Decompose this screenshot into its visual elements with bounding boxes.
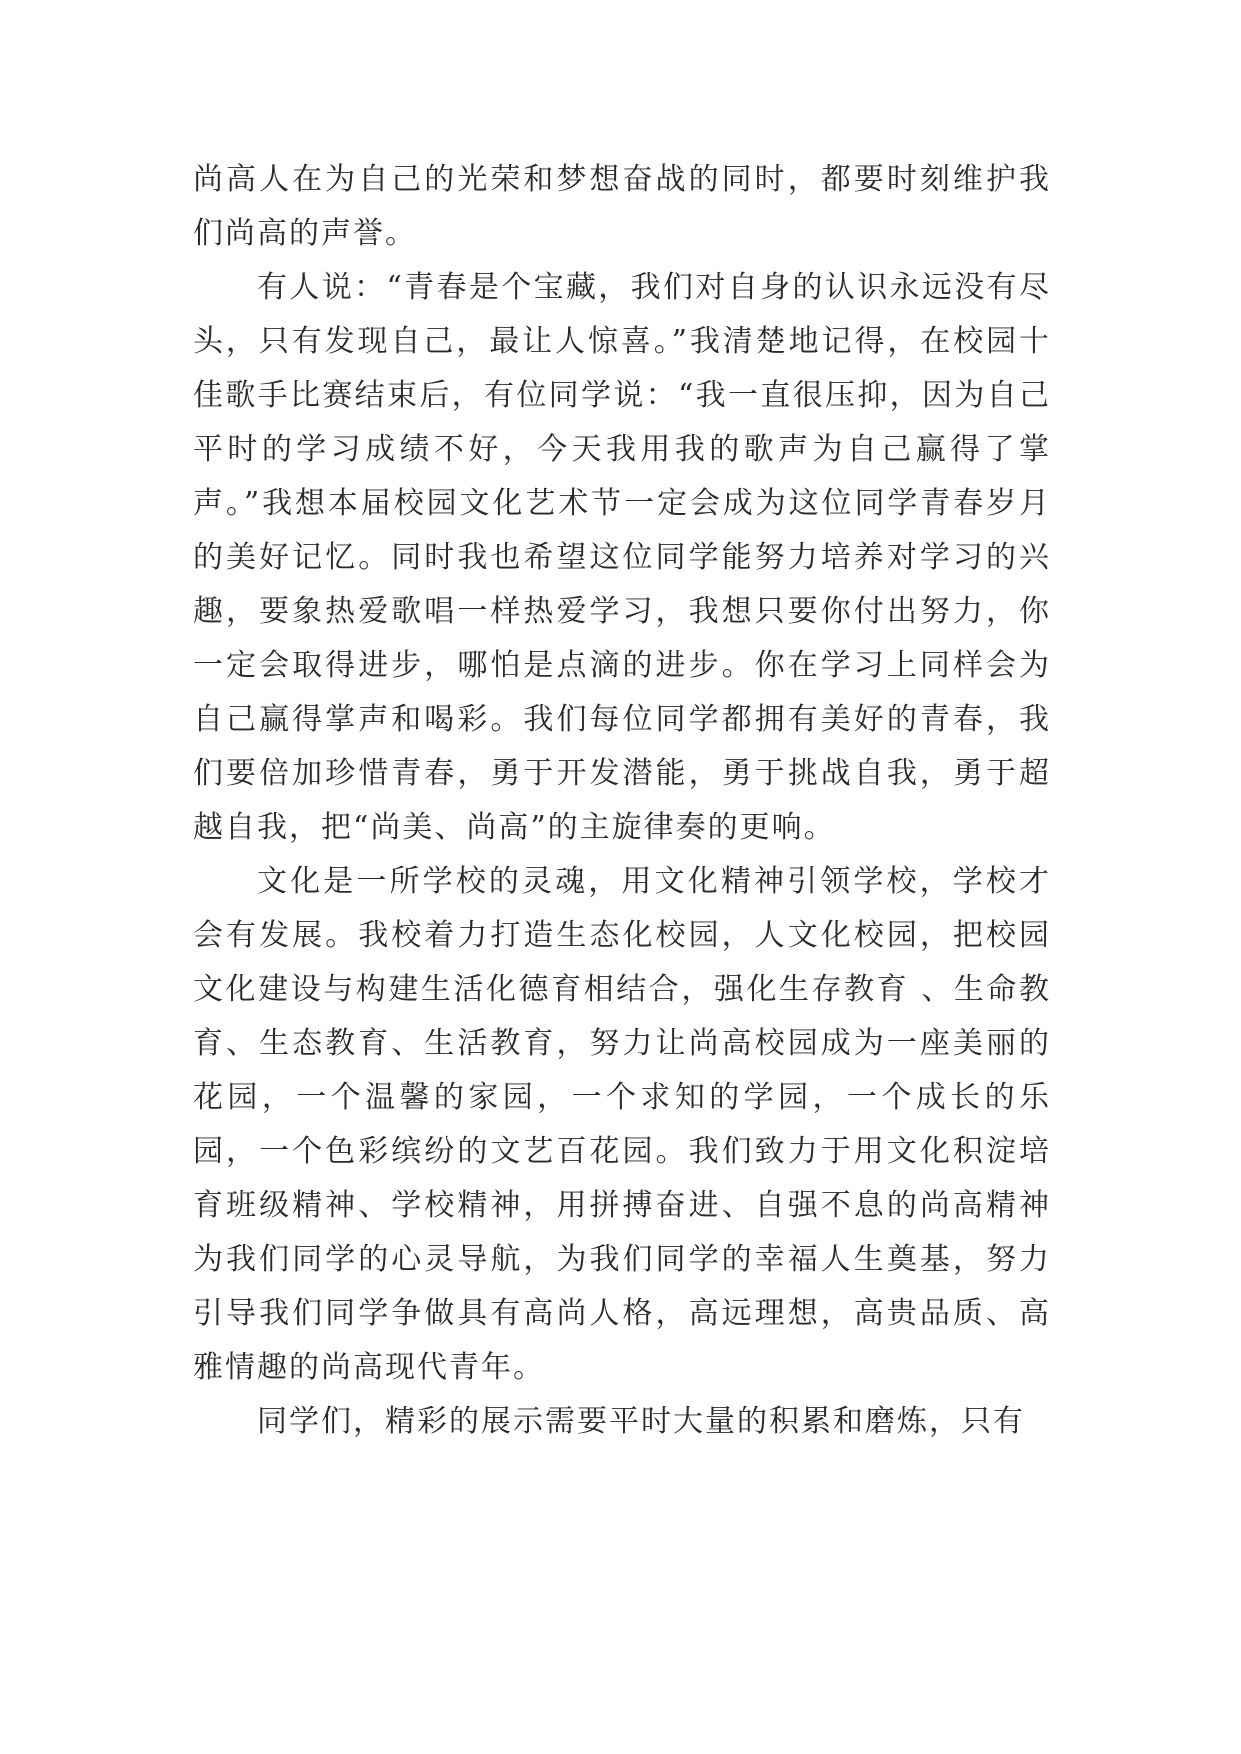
paragraph-1: 尚高人在为自己的光荣和梦想奋战的同时，都要时刻维护我们尚高的声誉。 [193, 162, 1051, 251]
paragraph-4: 同学们，精彩的展示需要平时大量的积累和磨炼，只有 [257, 1404, 1025, 1439]
paragraph-2: 有人说：“青春是个宝藏，我们对自身的认识永远没有尽头，只有发现自己，最让人惊喜。”我清楚地记得，在校园十佳歌手比赛结束后，有位同学说：“我一直很压抑，因为自己平时的学习成绩不好，今天我用我的歌声为自己赢得了掌声。”我想本届校园文化艺术节一定会成为这位同学青春岁月的美好记忆。同时我也希望这位同学能努力培养对学习的兴趣，要象热爱歌唱一样热爱学习，我想只要你付出努力，你一定会取得进步，哪怕是点滴的进步。你在学习上同样会为自己赢得掌声和喝彩。我们每位同学都拥有美好的青春，我们要倍加珍惜青春，勇于开发潜能，勇于挑战自我，勇于超越自我，把“尚美、尚高”的主旋律奏的更响。 [193, 270, 1051, 845]
paragraph-3: 文化是一所学校的灵魂，用文化精神引领学校，学校才会有发展。我校着力打造生态化校园，人文化校园，把校园文化建设与构建生活化德育相结合，强化生存教育 、生命教育、生态教育、生活教育，努力让尚高校园成为一座美丽的花园，一个温馨的家园，一个求知的学园，一个成长的乐园，一个色彩缤纷的文艺百花园。我们致力于用文化积淀培育班级精神、学校精神，用拼搏奋进、自强不息的尚高精神为我们同学的心灵导航，为我们同学的幸福人生奠基，努力引导我们同学争做具有高尚人格，高远理想，高贵品质、高雅情趣的尚高现代青年。 [193, 864, 1051, 1385]
document-page [193, 153, 1051, 1449]
